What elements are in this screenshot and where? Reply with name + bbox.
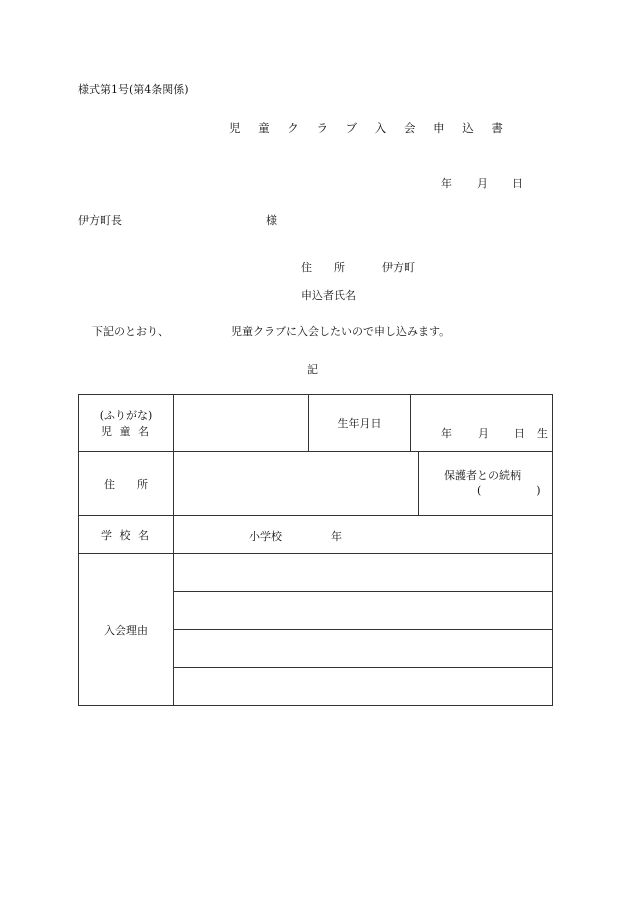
- child-name-label-cell: [79, 395, 174, 452]
- child-name-label: 児 童 名: [101, 425, 151, 438]
- address-label: 住 所: [104, 477, 148, 491]
- grade-suffix: 年: [331, 530, 342, 543]
- application-table: [78, 394, 553, 706]
- address-label-cell: [79, 452, 174, 516]
- addressee: 伊方町長: [78, 214, 122, 227]
- reason-label: 入会理由: [104, 623, 148, 637]
- statement-prefix: 下記のとおり、: [92, 325, 169, 338]
- address-row-cell: [174, 452, 553, 516]
- birth-day: 日: [514, 427, 525, 440]
- relation-label: 保護者との続柄: [444, 469, 521, 482]
- reason-line-4[interactable]: [174, 668, 553, 706]
- applicant-address-label: 住 所: [301, 261, 345, 274]
- address-field[interactable]: [174, 452, 417, 515]
- birth-month: 月: [478, 427, 489, 440]
- statement-suffix: 児童クラブに入会したいので申し込みます。: [231, 325, 451, 338]
- date-day: 日: [512, 177, 523, 190]
- birthdate-label: 生年月日: [337, 417, 382, 430]
- school-field[interactable]: [174, 516, 553, 554]
- reason-line-1[interactable]: [174, 554, 553, 592]
- birthdate-field[interactable]: [411, 395, 553, 452]
- school-suffix: 小学校: [249, 530, 282, 543]
- applicant-name-label: 申込者氏名: [301, 289, 356, 302]
- reason-label-cell: [79, 554, 174, 706]
- reason-line-3[interactable]: [174, 630, 553, 668]
- birth-year: 年: [441, 427, 452, 440]
- date-month: 月: [477, 177, 488, 190]
- applicant-address-value: 伊方町: [382, 261, 415, 274]
- document-title: 児 童 ク ラ ブ 入 会 申 込 書: [229, 121, 510, 135]
- reason-line-2[interactable]: [174, 592, 553, 630]
- ki-marker: 記: [307, 363, 318, 376]
- relation-box[interactable]: [418, 452, 552, 515]
- birth-suffix: 生: [537, 427, 548, 440]
- child-name-field[interactable]: [174, 395, 309, 452]
- school-label: 学 校 名: [101, 528, 151, 542]
- relation-paren: ( ): [477, 484, 541, 497]
- date-year: 年: [441, 177, 452, 190]
- birthdate-label-cell: [309, 395, 411, 452]
- form-number: 様式第1号(第4条関係): [78, 83, 189, 96]
- furigana-label: (ふりがな): [99, 409, 153, 422]
- school-label-cell: [79, 516, 174, 554]
- honorific: 様: [266, 214, 277, 227]
